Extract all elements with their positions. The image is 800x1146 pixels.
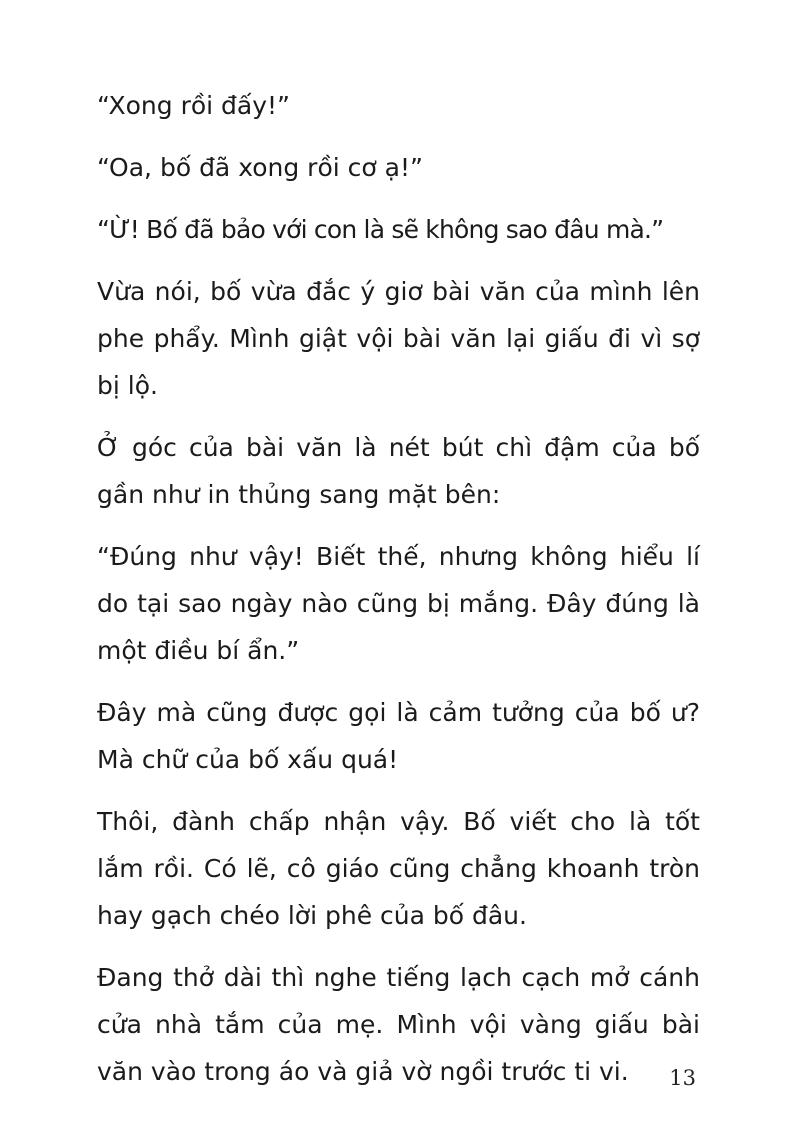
paragraph-1: “Xong rồi đấy!” — [97, 91, 290, 120]
paragraph-2: “Oa, bố đã xong rồi cơ ạ!” — [97, 153, 423, 182]
paragraph-8: Thôi, đành chấp nhận vậy. Bố viết cho là tốt lắm rồi. Có lẽ, cô giáo cũng chẳng khoanh tròn hay gạch chéo lời phê của bố đâu. — [97, 807, 700, 930]
paragraph-6: “Đúng như vậy! Biết thế, nhưng không hiểu lí do tại sao ngày nào cũng bị mắng. Đây đúng là một điều bí ẩn.” — [97, 542, 700, 665]
paragraph-7: Đây mà cũng được gọi là cảm tưởng của bố ư? Mà chữ của bố xấu quá! — [97, 698, 700, 774]
paragraph-9: Đang thở dài thì nghe tiếng lạch cạch mở cánh cửa nhà tắm của mẹ. Mình vội vàng giấu bài văn vào trong áo và giả vờ ngồi trước ti vi. — [97, 963, 700, 1086]
page-number: 13 — [669, 1066, 696, 1090]
paragraph-3: “Ừ! Bố đã bảo với con là sẽ không sao đâu mà.” — [97, 215, 664, 244]
paragraph-4: Vừa nói, bố vừa đắc ý giơ bài văn của mình lên phe phẩy. Mình giật vội bài văn lại giấu đi vì sợ bị lộ. — [97, 277, 700, 400]
paragraph-5: Ở góc của bài văn là nét bút chì đậm của bố gần như in thủng sang mặt bên: — [97, 433, 700, 509]
